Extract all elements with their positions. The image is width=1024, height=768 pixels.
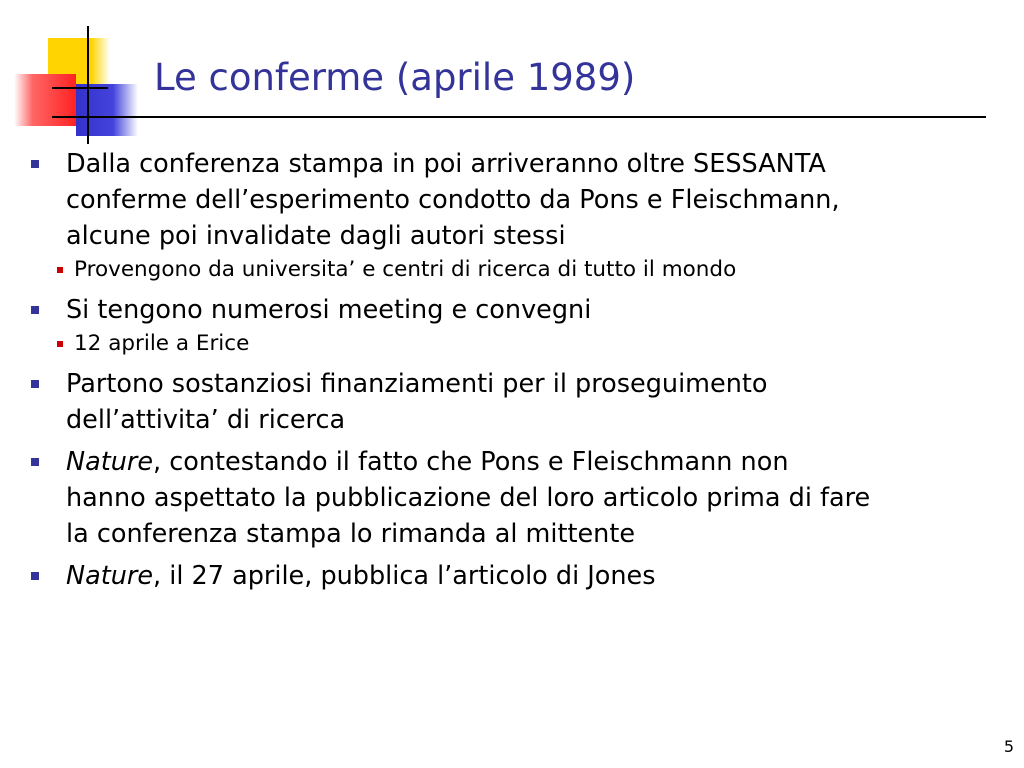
title-divider (52, 116, 986, 118)
logo-red-square (14, 74, 76, 126)
bullet-text-line: conferme dell’esperimento condotto da Pons e Fleischmann, (66, 185, 840, 215)
bullet-text-line (66, 558, 1010, 594)
bullet-text-line: la conferenza stampa lo rimanda al mittente (66, 519, 636, 549)
bullet-list (30, 146, 1010, 600)
sub-bullet-list (66, 328, 1010, 360)
bullet-text-line: hanno aspettato la pubblicazione del loro articolo prima di fare (66, 483, 871, 513)
bullet-item (30, 366, 1010, 438)
logo-blue-square (76, 84, 138, 136)
square-bullet-icon (31, 458, 39, 466)
square-sub-bullet-icon (57, 341, 63, 347)
bullet-item (30, 444, 1010, 552)
bullet-item (30, 558, 1010, 594)
journal-name: Nature (66, 561, 154, 591)
bullet-item (30, 292, 1010, 360)
square-bullet-icon (31, 160, 39, 168)
slide-title: Le conferme (aprile 1989) (154, 56, 636, 99)
bullet-text-line (66, 444, 1010, 480)
page-number: 5 (1003, 737, 1014, 756)
sub-bullet-text: 12 aprile a Erice (74, 331, 250, 356)
square-bullet-icon (31, 306, 39, 314)
sub-bullet-text: Provengono da universita’ e centri di ricerca di tutto il mondo (74, 257, 737, 282)
bullet-text-line: Partono sostanziosi finanziamenti per il proseguimento (66, 369, 768, 399)
sub-bullet-item (30, 328, 1010, 360)
decorative-logo (0, 0, 160, 160)
bullet-text-line: Si tengono numerosi meeting e convegni (66, 295, 592, 325)
square-sub-bullet-icon (57, 267, 63, 273)
bullet-item (30, 146, 1010, 286)
bullet-text-line: alcune poi invalidate dagli autori stessi (66, 221, 566, 251)
journal-name: Nature (66, 447, 154, 477)
sub-bullet-list (66, 254, 1010, 286)
bullet-text-rest: , contestando il fatto che Pons e Fleischmann non (153, 447, 789, 477)
square-bullet-icon (31, 572, 39, 580)
bullet-text-line: dell’attivita’ di ricerca (66, 405, 346, 435)
bullet-text-line: Dalla conferenza stampa in poi arriveranno oltre SESSANTA (66, 149, 826, 179)
square-bullet-icon (31, 380, 39, 388)
sub-bullet-item (30, 254, 1010, 286)
bullet-text-rest: , il 27 aprile, pubblica l’articolo di Jones (153, 561, 656, 591)
